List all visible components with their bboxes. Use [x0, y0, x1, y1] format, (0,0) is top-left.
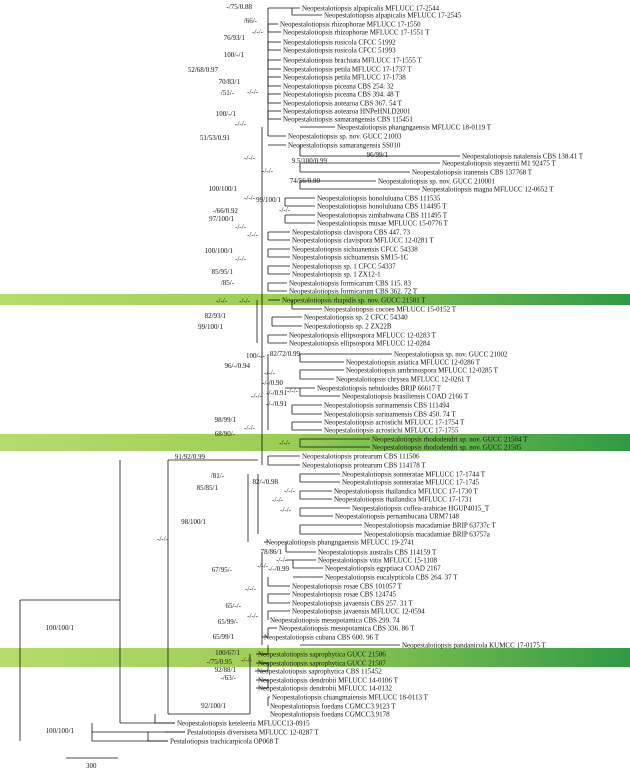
scale-bar — [66, 758, 118, 770]
taxon-label: Pestalotiopsis trachicarpicola OP068 T — [170, 737, 279, 746]
taxon-label: Neopestalotiopsis formicarum CBS 115. 83 — [289, 279, 412, 288]
support-value: 100/100/1 — [45, 624, 74, 632]
taxon-label: Neopestalotiopsis petila MFLUCC 17-1738 — [283, 73, 406, 82]
support-value: -/-/- — [264, 369, 275, 377]
taxon-label: Neopestalotiopsis phangngaensis MFLUCC 18-0119 T — [337, 123, 491, 132]
support-value: -/-/- — [287, 387, 298, 395]
taxon-label: Neopestalotiopsis rhododendri sp. nov. GUCC 21504 T — [372, 435, 528, 444]
taxon-label: Neopestalotiopsis honoluluana CBS 111535 — [317, 194, 441, 203]
support-value: 51/53/0.91 — [199, 134, 230, 142]
support-value: -/-/0.99 — [268, 565, 289, 573]
taxon-label: Neopestalotiopsis sichuanensis CFCC 54338 — [292, 245, 418, 254]
taxon-label: Neopestalotiopsis sp. 1 ZX12-1 — [292, 270, 381, 279]
support-value: 100/100/1 — [208, 185, 237, 193]
taxon-label: Neopestalotiopsis brasiliensis COAD 2166 T — [342, 392, 469, 401]
support-value: -/-/- — [262, 167, 273, 175]
support-value: -/-/- — [245, 585, 256, 593]
taxon-label: Neopestalotiopsis aotearoa CBS 367. 54 T — [283, 99, 402, 108]
support-value: -/-/- — [216, 297, 227, 305]
taxon-label: Neopestalotiopsis chrysea MFLUCC 12-0261 T — [336, 375, 471, 384]
support-value: -/-/- — [247, 612, 258, 620]
taxon-label: Neopestalotiopsis alpapicalis MFLUCC 17-2544 — [302, 4, 440, 13]
highlight-band-rhododendri — [0, 434, 630, 451]
support-value: -/-/- — [276, 556, 287, 564]
support-value: 85/85/1 — [196, 484, 218, 492]
taxon-label: Neopestalotiopsis umbrinospora MFLUCC 12-0285 T — [346, 366, 498, 375]
support-value: -/75/0.95 — [206, 658, 232, 666]
taxon-label: Neopestalotiopsis magna MFLUCC 12-0652 T — [422, 185, 554, 194]
taxon-label: Neopestalotiopsis pandanicola KUMCC 17-0175 T — [402, 641, 546, 650]
support-value: 100/-/1 — [223, 51, 244, 59]
taxon-label: Neopestalotiopsis mesopotamica CBS 299. 74 — [270, 616, 400, 625]
taxon-label: Neopestalotiopsis formicarum CBS 362. 72 T — [289, 287, 418, 296]
taxon-label: Neopestalotiopsis rhapidis sp. nov. GUCC 21501 T — [282, 296, 426, 305]
taxon-label: Neopestalotiopsis saprophytica GUCC 21507 — [258, 659, 386, 668]
taxon-label: Neopestalotiopsis petila MFLUCC 17-1737 T — [283, 65, 412, 74]
taxon-label: Neopestalotiopsis rosae CBS 101057 T — [292, 582, 402, 591]
taxon-label: Neopestalotiopsis cubana CBS 600. 96 T — [264, 633, 379, 642]
support-value: 52/68/0.97 — [187, 66, 218, 74]
taxon-label: Neopestalotiopsis foedans CGMCC3.9178 — [270, 710, 390, 719]
support-value: -/-/0.91 — [266, 400, 287, 408]
taxon-label: Neopestalotiopsis vitis MFLUCC 15-1108 — [318, 556, 437, 565]
taxon-label: Neopestalotiopsis thailandica MFLUCC 17-1730 T — [334, 487, 478, 496]
taxon-label: Neopestalotiopsis sp. 1 CFCC 54337 — [292, 262, 396, 271]
taxon-label: Neopestalotiopsis nebuloides BRIP 66617 T — [317, 384, 442, 393]
taxon-label: Neopestalotiopsis samarangensis SS010 — [288, 141, 401, 150]
support-value: -/-/- — [235, 255, 246, 263]
taxon-label: Neopestalotiopsis saprophytica CBS 115452 — [257, 667, 382, 676]
support-value: -/-/- — [257, 562, 268, 570]
taxon-label: Neopestalotiopsis egyptiaca COAD 2167 — [325, 564, 441, 573]
support-value: 96/99/1 — [366, 151, 388, 159]
taxon-label: Neopestalotiopsis sonneratae MFLUCC 17-1745 — [342, 478, 480, 487]
support-value: -/75/0.88 — [226, 3, 252, 11]
support-value: 78/86/1 — [260, 548, 282, 556]
taxon-label: Neopestalotiopsis sonneratae MFLUCC 17-1744 T — [342, 470, 485, 479]
support-value: -/-/- — [247, 231, 258, 239]
support-value: 82/93/1 — [204, 312, 226, 320]
support-value: 85/95/1 — [211, 268, 233, 276]
taxon-label: Neopestalotiopsis asiatica MFLUCC 12-0286 T — [346, 358, 481, 367]
scale-bar-label: 300 — [86, 762, 97, 770]
support-value: -/-/0.91 — [266, 389, 287, 397]
support-value: -/-/- — [235, 223, 246, 231]
taxon-label: Neopestalotiopsis ellipsospora MFLUCC 12-0283 T — [289, 331, 436, 340]
support-value: 76/93/1 — [223, 34, 245, 42]
support-value: 98/99/1 — [214, 416, 236, 424]
support-value: -/-/0.90 — [262, 379, 283, 387]
taxon-label: Neopestalotiopsis mesopotamica CBS 336. 86 T — [279, 624, 415, 633]
support-value: 99/100/1 — [256, 196, 281, 204]
taxon-label: Neopestalotiopsis keteleeria MFLUCC13-0915 — [177, 719, 310, 728]
support-value: 67/95/- — [211, 566, 232, 574]
taxon-label: Neopestalotiopsis saprophytica GUCC 21506 — [258, 650, 386, 659]
support-value: /66/- — [243, 17, 257, 25]
taxon-label: Neopestalotiopsis macadamiae BRIP 63737c T — [364, 521, 496, 530]
taxon-label: Neopestalotiopsis clavispora MFLUCC 12-0281 T — [292, 236, 434, 245]
taxon-label: Neopestalotiopsis protearum CBS 111506 — [302, 452, 420, 461]
support-value: -/-/- — [279, 206, 290, 214]
taxon-label: Neopestalotiopsis sp. nov. GUCC 210001 — [378, 177, 495, 186]
support-value: 65/99/- — [217, 618, 238, 626]
support-value: 96/-/0.94 — [224, 362, 250, 370]
support-value: -/-/- — [244, 154, 255, 162]
taxon-label: Neopestalotiopsis sp. 2 ZX22B — [304, 322, 392, 331]
support-value: 74/56/0.90 — [289, 177, 320, 185]
taxon-label: Neopestalotiopsis coffea-arabicae HGUP4015_T — [352, 504, 490, 513]
taxon-label: Neopestalotiopsis aotearoa HNPeHNLD2001 — [283, 107, 411, 116]
taxon-label: Neopestalotiopsis chiangmaiensis MFLUCC 18-0113 T — [272, 693, 428, 702]
support-value: -/-/- — [157, 535, 168, 543]
support-value: 82/-/0.98 — [252, 478, 278, 486]
taxon-label: Neopestalotiopsis sichuanensis SM15-1C — [292, 253, 409, 262]
support-value: -/-/- — [280, 506, 291, 514]
taxon-label: Neopestalotiopsis alpapicalis MFLUCC 17-2545 — [324, 11, 462, 20]
support-value: 82/72/0.99 — [269, 350, 300, 358]
support-value: 100/-/1 — [215, 110, 236, 118]
support-value: -/-/- — [239, 297, 250, 305]
taxon-label: Neopestalotiopsis rosicola CFCC 51992 — [283, 38, 396, 47]
support-value: 99/100/1 — [198, 323, 223, 331]
support-value: /51/- — [220, 89, 234, 97]
support-value: 92/88/1 — [214, 666, 236, 674]
taxon-label: Neopestalotiopsis rhododendri sp. nov. GUCC 21505 — [372, 443, 522, 452]
support-value: 98/100/1 — [181, 518, 206, 526]
taxon-label: Neopestalotiopsis eucalypticola CBS 264. 37 T — [325, 573, 458, 582]
taxon-label: Neopestalotiopsis protearum CBS 114178 T — [302, 461, 426, 470]
taxon-label: Neopestalotiopsis surinamensis CBS 111494 — [324, 401, 450, 410]
support-value: -/-/- — [251, 392, 262, 400]
taxon-label: Neopestalotiopsis iranensis CBS 137768 T — [412, 168, 533, 177]
support-value: 65/-/- — [225, 602, 241, 610]
taxon-label: Neopestalotiopsis dendrobii MFLUCC 14-0132 — [258, 684, 392, 693]
support-value: 68/90/- — [214, 430, 235, 438]
support-value: -/66/0.92 — [212, 207, 238, 215]
support-value: -/-/- — [284, 487, 295, 495]
taxon-label: Neopestalotiopsis australis CBS 114159 T — [318, 548, 437, 557]
support-value: 91/92/0.99 — [174, 453, 205, 461]
taxon-label: Neopestalotiopsis macadamiae BRIP 63757a — [364, 530, 490, 539]
taxon-label: Neopestalotiopsis brachiata MFLUCC 17-1555 T — [283, 56, 422, 65]
support-value: -/-/- — [244, 424, 255, 432]
taxon-label: Neopestalotiopsis sp. 2 CFCC 54340 — [304, 313, 408, 322]
taxon-label: Neopestalotiopsis clavispora CBS 447. 73 — [292, 228, 411, 237]
taxon-label: Pestalotiopsis diversiseta MFLUCC 12-0287 T — [187, 728, 319, 737]
support-value: 9.5/100/0.99 — [291, 157, 327, 165]
support-value: 100/100/1 — [204, 247, 233, 255]
taxon-label: Neopestalotiopsis acrostichi MFLUCC 17-1754 T — [324, 418, 465, 427]
taxon-label: Neopestalotiopsis surinamensis CBS 450. 74 T — [324, 410, 456, 419]
taxon-label: Neopestalotiopsis piceana CBS 394. 48 T — [283, 90, 400, 99]
support-value: -/63/- — [220, 674, 236, 682]
support-value: /81/- — [210, 472, 224, 480]
taxon-label: Neopestalotiopsis ellipsospora MFLUCC 12-0284 — [289, 339, 430, 348]
taxon-label: Neopestalotiopsis zimbabwana CBS 111495 T — [317, 211, 448, 220]
taxon-label: Neopestalotiopsis thailandica MFLUCC 17-1731 — [334, 495, 472, 504]
support-value: -/-/- — [247, 88, 258, 96]
support-value: -/-/- — [244, 194, 255, 202]
taxon-label: Neopestalotiopsis foedans CGMCC3.9123 T — [270, 702, 396, 711]
taxon-label: Neopestalotiopsis rhizophorae MFLUCC 17-1551 T — [283, 28, 430, 37]
taxon-label: Neopestalotiopsis cocoes MFLUCC 15-0152 T — [324, 305, 457, 314]
support-value: -/-/- — [235, 120, 246, 128]
taxon-label: Neopestalotiopsis sp. nov. GUCC 21003 — [288, 132, 402, 141]
support-value: -/-/- — [241, 656, 252, 664]
taxon-label: Neopestalotiopsis piceana CBS 254. 32 — [283, 82, 394, 91]
support-value: -/-/- — [272, 496, 283, 504]
taxon-label: Neopestalotiopsis javaensis CBS 257. 31 T — [292, 599, 413, 608]
support-value: -/-/- — [279, 439, 290, 447]
taxon-label: Neopestalotiopsis natalensis CBS 138.41 T — [462, 152, 584, 161]
taxon-label: Neopestalotiopsis phangngaensis MFLUCC 19-2741 — [266, 538, 415, 547]
taxon-label: Neopestalotiopsis javaensis MFLUCC 12-0594 — [292, 607, 425, 616]
support-value: 100/67/1 — [215, 649, 240, 657]
taxon-label: Neopestalotiopsis honoluluana CBS 114495 T — [317, 202, 447, 211]
taxon-label: Neopestalotiopsis sp. nov. GUCC 21002 — [394, 350, 508, 359]
support-value: 97/100/1 — [209, 215, 234, 223]
support-value: 65/99/1 — [212, 633, 234, 641]
support-value: -/-/- — [252, 28, 263, 36]
taxon-label: Neopestalotiopsis musae MFLUCC 15-0776 T — [317, 219, 448, 228]
taxon-label: Neopestalotiopsis samarangensis CBS 115451 — [283, 115, 413, 124]
support-value: 92/100/1 — [201, 702, 226, 710]
taxon-label: Neopestalotiopsis acrostichi MFLUCC 17-1755 — [324, 426, 459, 435]
taxon-label: Neopestalotiopsis dendrobii MFLUCC 14-0106 T — [258, 676, 398, 685]
taxon-label: Neopestalotiopsis steyaertii M1 92475 T — [442, 159, 556, 168]
support-value: 100/100/1 — [45, 727, 74, 735]
taxon-label: Neopestalotiopsis rosicola CFCC 51993 — [283, 46, 396, 55]
taxon-label: Neopestalotiopsis rosae CBS 124745 — [292, 590, 397, 599]
support-value: 70/83/1 — [218, 78, 240, 86]
support-value: 100/-/- — [245, 352, 265, 360]
taxon-label: Neopestalotiopsis pernambucana URM7148 — [335, 512, 460, 521]
support-value: /85/- — [220, 279, 234, 287]
taxon-label: Neopestalotiopsis rhizophorae MFLUCC 17-1550 — [280, 20, 421, 29]
